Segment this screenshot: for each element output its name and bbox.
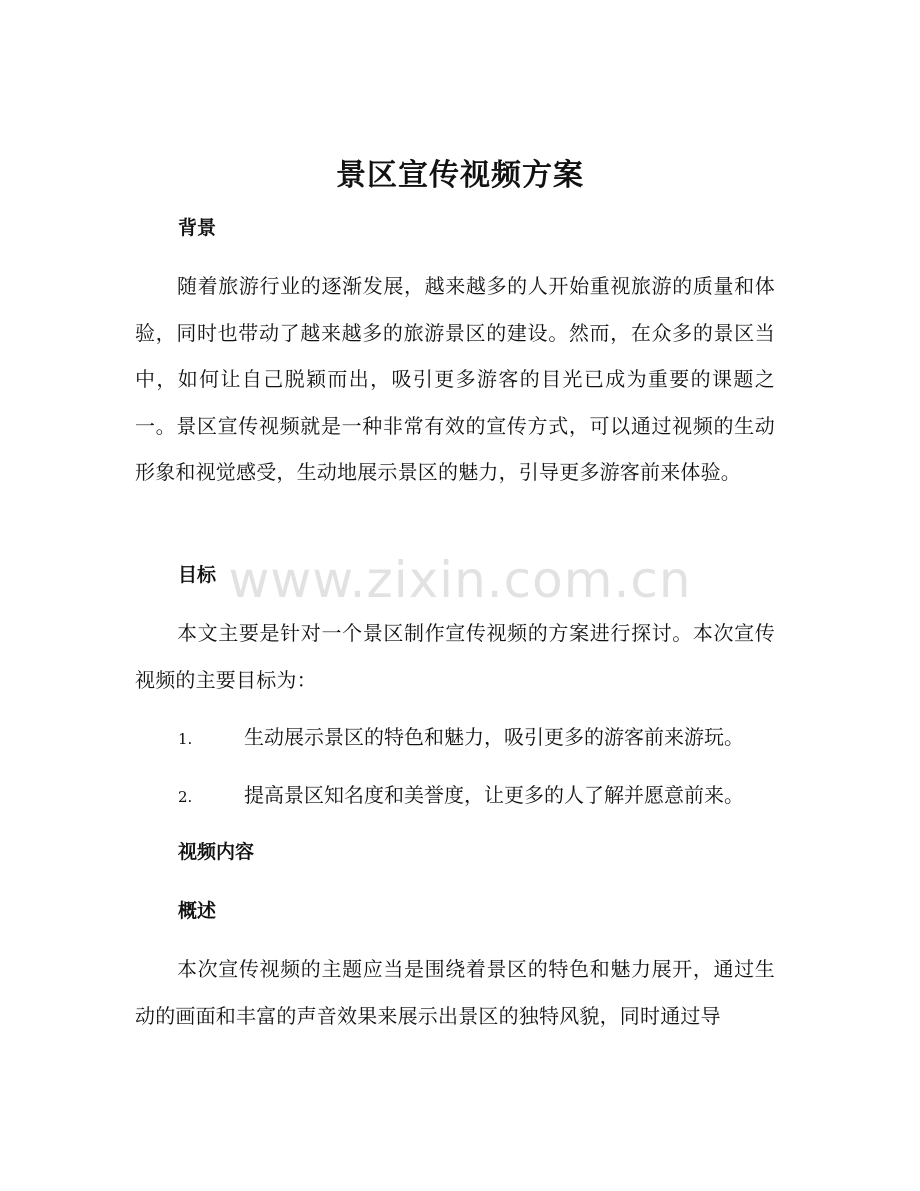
section-heading-goal: 目标: [178, 564, 217, 586]
goal-list-item: [178, 722, 778, 754]
list-item-number: 1.: [178, 730, 193, 748]
paragraph-goal: 本文主要是针对一个景区制作宣传视频的方案进行探讨。本次宣传视频的主要目标为：: [135, 621, 775, 692]
list-item-text: 提高景区知名度和美誉度，让更多的人了解并愿意前来。: [244, 783, 744, 807]
watermark: www.zixin.com.cn: [228, 551, 692, 609]
document-title: 景区宣传视频方案: [336, 158, 584, 193]
list-item-text: 生动展示景区的特色和魅力，吸引更多的游客前来游玩。: [244, 725, 744, 749]
paragraph-overview: 本次宣传视频的主题应当是围绕着景区的特色和魅力展开，通过生动的画面和丰富的声音效果来展示出景区的独特风貌，同时通过导: [135, 957, 775, 1028]
paragraph-background: 随着旅游行业的逐渐发展，越来越多的人开始重视旅游的质量和体验，同时也带动了越来越多的旅游景区的建设。然而，在众多的景区当中，如何让自己脱颖而出，吸引更多游客的目光已成为重要的课题之一。景区宣传视频就是一种非常有效的宣传方式，可以通过视频的生动形象和视觉感受，生动地展示景区的魅力，引导更多游客前来体验。: [135, 274, 775, 484]
section-heading-video-content: 视频内容: [178, 841, 255, 863]
list-item-number: 2.: [178, 788, 193, 806]
section-heading-overview: 概述: [178, 900, 217, 922]
section-heading-background: 背景: [178, 217, 217, 239]
goal-list-item: [178, 780, 778, 812]
